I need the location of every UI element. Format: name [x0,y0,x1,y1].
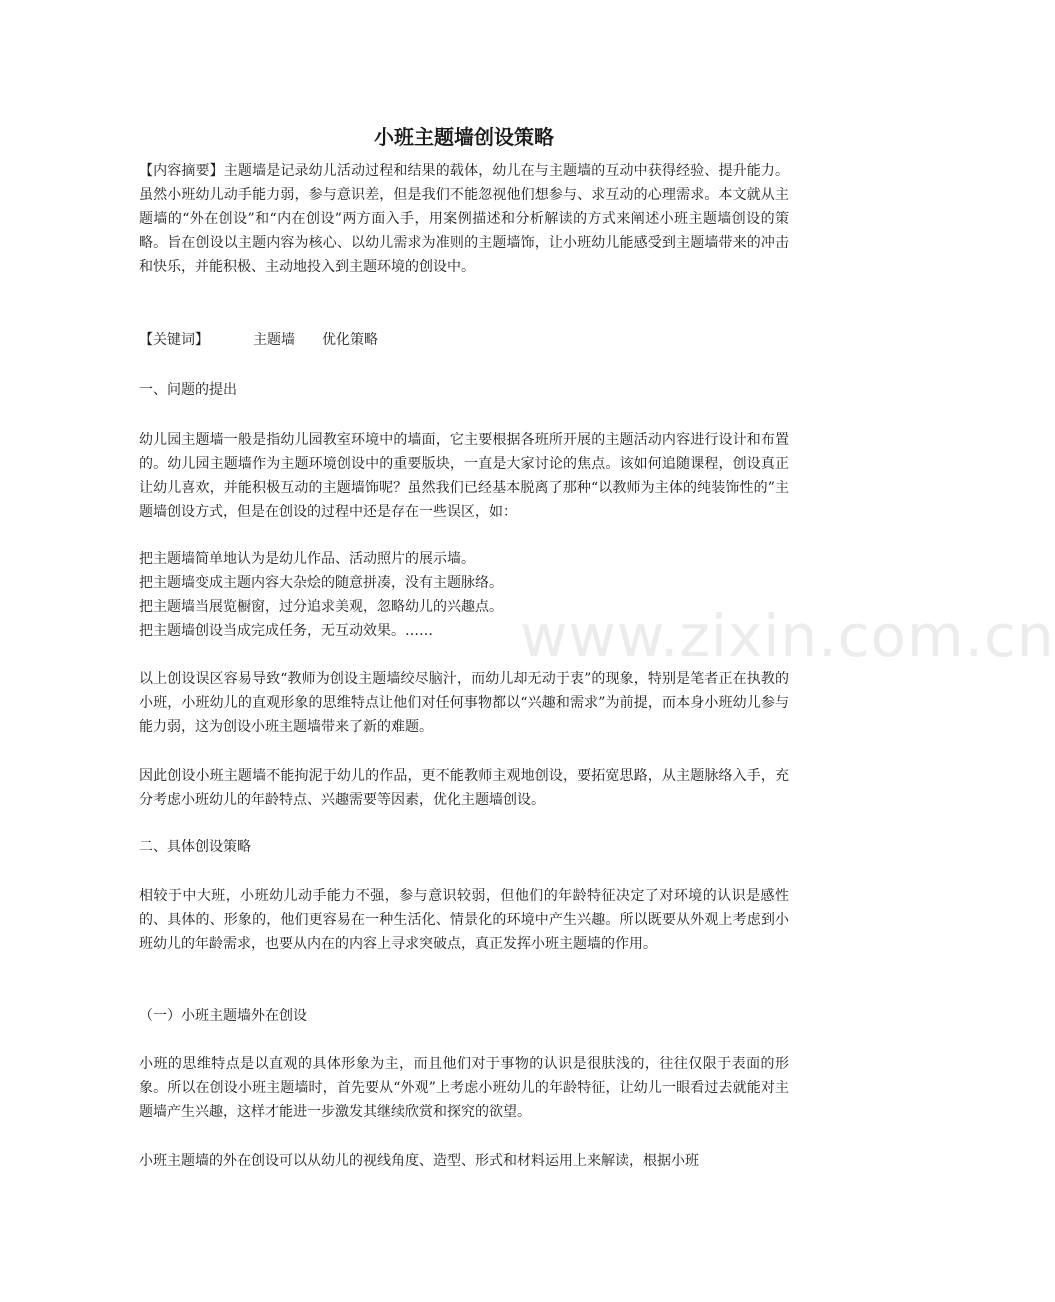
keyword-item: 主题墙 [253,332,295,348]
keywords-line [139,328,789,352]
body-paragraph: 幼儿园主题墙一般是指幼儿园教室环境中的墙面，它主要根据各班所开展的主题活动内容进行设计和布置的。幼儿园主题墙作为主题环境创设中的重要版块，一直是大家讨论的焦点。该如何追随课程，创设真正让幼儿喜欢，并能积极互动的主题墙饰呢？虽然我们已经基本脱离了那种“以教师为主体的纯装饰性的”主题墙创设方式，但是在创设的过程中还是存在一些误区，如： [139,432,789,520]
abstract-paragraph: 【内容摘要】主题墙是记录幼儿活动过程和结果的载体，幼儿在与主题墙的互动中获得经验、提升能力。虽然小班幼儿动手能力弱，参与意识差，但是我们不能忽视他们想参与、求互动的心理需求。本文就从主题墙的“外在创设”和“内在创设”两方面入手，用案例描述和分析解读的方式来阐述小班主题墙创设的策略。旨在创设以主题内容为核心、以幼儿需求为准则的主题墙饰，让小班幼儿能感受到主题墙带来的冲击和快乐，并能积极、主动地投入到主题环境的创设中。 [139,163,789,275]
body-paragraph: 小班主题墙的外在创设可以从幼儿的视线角度、造型、形式和材料运用上来解读，根据小班 [139,1153,699,1169]
list-item: 把主题墙变成主题内容大杂烩的随意拼凑，没有主题脉络。 [139,575,503,591]
keyword-item: 优化策略 [322,332,378,348]
list-item: 把主题墙创设当成完成任务，无互动效果。…… [139,623,433,639]
section-heading: 一、问题的提出 [139,382,237,398]
list-item: 把主题墙当展览橱窗，过分追求美观，忽略幼儿的兴趣点。 [139,599,503,615]
body-paragraph: 相较于中大班，小班幼儿动手能力不强，参与意识较弱，但他们的年龄特征决定了对环境的认识是感性的、具体的、形象的，他们更容易在一种生活化、情景化的环境中产生兴趣。所以既要从外观上考虑到小班幼儿的年龄需求，也要从内在的内容上寻求突破点，真正发挥小班主题墙的作用。 [139,888,789,952]
document-title: 小班主题墙创设策略 [374,125,554,149]
keywords-label: 【关键词】 [139,332,209,348]
section-heading: 二、具体创设策略 [139,839,251,855]
body-paragraph: 因此创设小班主题墙不能拘泥于幼儿的作品，更不能教师主观地创设，要拓宽思路，从主题脉络入手，充分考虑小班幼儿的年龄特点、兴趣需要等因素，优化主题墙创设。 [139,768,789,808]
list-item: 把主题墙简单地认为是幼儿作品、活动照片的展示墙。 [139,551,475,567]
body-paragraph: 以上创设误区容易导致“教师为创设主题墙绞尽脑汁，而幼儿却无动于衷”的现象，特别是笔者正在执教的小班，小班幼儿的直观形象的思维特点让他们对任何事物都以“兴趣和需求”为前提，而本身小班幼儿参与能力弱，这为创设小班主题墙带来了新的难题。 [139,671,789,735]
watermark: www.zixin.com.cn [520,602,1055,670]
body-paragraph: 小班的思维特点是以直观的具体形象为主，而且他们对于事物的认识是很肤浅的，往往仅限于表面的形象。所以在创设小班主题墙时，首先要从“外观”上考虑小班幼儿的年龄特征，让幼儿一眼看过去就能对主题墙产生兴趣，这样才能进一步激发其继续欣赏和探究的欲望。 [139,1056,789,1120]
subsection-heading: （一）小班主题墙外在创设 [139,1008,307,1024]
